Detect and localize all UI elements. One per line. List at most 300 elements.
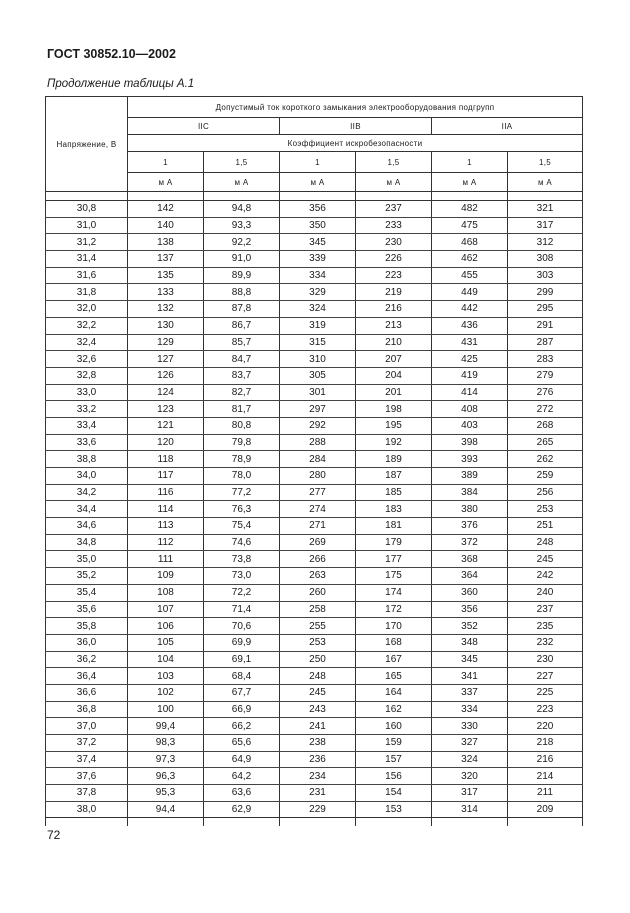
current-cell: 234 bbox=[280, 768, 356, 785]
current-cell: 225 bbox=[508, 684, 583, 701]
current-cell: 210 bbox=[356, 334, 432, 351]
voltage-cell: 33,2 bbox=[46, 401, 128, 418]
current-cell: 126 bbox=[128, 367, 204, 384]
voltage-cell: 38,0 bbox=[46, 801, 128, 818]
table-row bbox=[46, 584, 583, 601]
current-cell: 345 bbox=[280, 234, 356, 251]
current-cell: 124 bbox=[128, 384, 204, 401]
current-cell: 179 bbox=[356, 534, 432, 551]
current-cell: 408 bbox=[432, 401, 508, 418]
current-cell: 91,0 bbox=[204, 251, 280, 268]
current-cell: 303 bbox=[508, 267, 583, 284]
unit-label: м А bbox=[356, 173, 432, 192]
current-cell: 236 bbox=[280, 751, 356, 768]
current-cell: 356 bbox=[280, 201, 356, 218]
current-cell: 256 bbox=[508, 484, 583, 501]
document-title: ГОСТ 30852.10—2002 bbox=[47, 47, 176, 61]
current-cell: 85,7 bbox=[204, 334, 280, 351]
current-cell: 165 bbox=[356, 668, 432, 685]
voltage-cell: 32,0 bbox=[46, 301, 128, 318]
voltage-cell: 35,4 bbox=[46, 584, 128, 601]
group-header-iia: IIA bbox=[432, 118, 583, 135]
page-number: 72 bbox=[47, 828, 61, 842]
table-row bbox=[46, 201, 583, 218]
current-cell: 232 bbox=[508, 634, 583, 651]
current-cell: 168 bbox=[356, 634, 432, 651]
table-row bbox=[46, 334, 583, 351]
current-cell: 368 bbox=[432, 551, 508, 568]
current-cell: 99,4 bbox=[128, 718, 204, 735]
current-cell: 475 bbox=[432, 217, 508, 234]
current-cell: 308 bbox=[508, 251, 583, 268]
voltage-cell: 31,0 bbox=[46, 217, 128, 234]
table-row bbox=[46, 417, 583, 434]
current-cell: 345 bbox=[432, 651, 508, 668]
current-cell: 87,8 bbox=[204, 301, 280, 318]
current-cell: 468 bbox=[432, 234, 508, 251]
voltage-cell: 32,2 bbox=[46, 317, 128, 334]
voltage-cell: 34,8 bbox=[46, 534, 128, 551]
current-cell: 140 bbox=[128, 217, 204, 234]
unit-label: м А bbox=[280, 173, 356, 192]
current-cell: 242 bbox=[508, 568, 583, 585]
current-cell: 279 bbox=[508, 367, 583, 384]
voltage-cell: 35,2 bbox=[46, 568, 128, 585]
table-row bbox=[46, 484, 583, 501]
current-cell: 455 bbox=[432, 267, 508, 284]
current-header: Допустимый ток короткого замыкания электрооборудования подгрупп bbox=[128, 97, 583, 118]
current-cell: 109 bbox=[128, 568, 204, 585]
current-cell: 268 bbox=[508, 417, 583, 434]
current-cell: 195 bbox=[356, 417, 432, 434]
current-cell: 272 bbox=[508, 401, 583, 418]
current-cell: 117 bbox=[128, 468, 204, 485]
current-cell: 104 bbox=[128, 651, 204, 668]
current-cell: 380 bbox=[432, 501, 508, 518]
current-cell: 237 bbox=[508, 601, 583, 618]
current-cell: 251 bbox=[508, 518, 583, 535]
voltage-cell: 34,0 bbox=[46, 468, 128, 485]
current-cell: 66,2 bbox=[204, 718, 280, 735]
unit-label: м А bbox=[204, 173, 280, 192]
coef-value: 1 bbox=[432, 152, 508, 173]
current-cell: 337 bbox=[432, 684, 508, 701]
table-row bbox=[46, 568, 583, 585]
current-cell: 241 bbox=[280, 718, 356, 735]
current-cell: 482 bbox=[432, 201, 508, 218]
current-cell: 248 bbox=[508, 534, 583, 551]
current-cell: 310 bbox=[280, 351, 356, 368]
current-cell: 135 bbox=[128, 267, 204, 284]
current-cell: 107 bbox=[128, 601, 204, 618]
current-cell: 436 bbox=[432, 317, 508, 334]
current-cell: 118 bbox=[128, 451, 204, 468]
current-cell: 277 bbox=[280, 484, 356, 501]
current-cell: 243 bbox=[280, 701, 356, 718]
table-row bbox=[46, 267, 583, 284]
current-cell: 216 bbox=[508, 751, 583, 768]
table-caption: Продолжение таблицы А.1 bbox=[47, 78, 195, 90]
current-cell: 292 bbox=[280, 417, 356, 434]
current-cell: 339 bbox=[280, 251, 356, 268]
table-row bbox=[46, 284, 583, 301]
current-cell: 111 bbox=[128, 551, 204, 568]
current-cell: 291 bbox=[508, 317, 583, 334]
voltage-cell: 34,6 bbox=[46, 518, 128, 535]
unit-label: м А bbox=[128, 173, 204, 192]
table-row bbox=[46, 751, 583, 768]
current-cell: 172 bbox=[356, 601, 432, 618]
current-cell: 287 bbox=[508, 334, 583, 351]
current-cell: 102 bbox=[128, 684, 204, 701]
current-cell: 198 bbox=[356, 401, 432, 418]
table-row bbox=[46, 601, 583, 618]
current-cell: 207 bbox=[356, 351, 432, 368]
voltage-cell: 31,2 bbox=[46, 234, 128, 251]
current-cell: 329 bbox=[280, 284, 356, 301]
current-cell: 238 bbox=[280, 735, 356, 752]
current-cell: 255 bbox=[280, 618, 356, 635]
voltage-cell: 37,6 bbox=[46, 768, 128, 785]
voltage-cell: 37,8 bbox=[46, 785, 128, 802]
current-cell: 75,4 bbox=[204, 518, 280, 535]
current-cell: 95,3 bbox=[128, 785, 204, 802]
table-row bbox=[46, 618, 583, 635]
current-cell: 321 bbox=[508, 201, 583, 218]
current-cell: 100 bbox=[128, 701, 204, 718]
current-cell: 127 bbox=[128, 351, 204, 368]
current-cell: 187 bbox=[356, 468, 432, 485]
current-cell: 350 bbox=[280, 217, 356, 234]
current-cell: 65,6 bbox=[204, 735, 280, 752]
current-cell: 245 bbox=[280, 684, 356, 701]
table-row bbox=[46, 785, 583, 802]
current-cell: 229 bbox=[280, 801, 356, 818]
current-cell: 230 bbox=[356, 234, 432, 251]
current-cell: 175 bbox=[356, 568, 432, 585]
table-row bbox=[46, 718, 583, 735]
voltage-cell: 34,2 bbox=[46, 484, 128, 501]
current-cell: 425 bbox=[432, 351, 508, 368]
current-cell: 164 bbox=[356, 684, 432, 701]
current-cell: 83,7 bbox=[204, 367, 280, 384]
current-cell: 96,3 bbox=[128, 768, 204, 785]
voltage-cell: 31,8 bbox=[46, 284, 128, 301]
current-cell: 138 bbox=[128, 234, 204, 251]
group-header-iib: IIB bbox=[280, 118, 432, 135]
voltage-cell: 30,8 bbox=[46, 201, 128, 218]
current-cell: 89,9 bbox=[204, 267, 280, 284]
current-cell: 288 bbox=[280, 434, 356, 451]
current-cell: 431 bbox=[432, 334, 508, 351]
current-cell: 231 bbox=[280, 785, 356, 802]
current-cell: 237 bbox=[356, 201, 432, 218]
current-cell: 265 bbox=[508, 434, 583, 451]
current-cell: 295 bbox=[508, 301, 583, 318]
table-row bbox=[46, 401, 583, 418]
current-cell: 240 bbox=[508, 584, 583, 601]
current-cell: 314 bbox=[432, 801, 508, 818]
voltage-cell: 34,4 bbox=[46, 501, 128, 518]
table-spacer bbox=[46, 192, 583, 201]
current-cell: 213 bbox=[356, 317, 432, 334]
current-cell: 189 bbox=[356, 451, 432, 468]
coef-value: 1 bbox=[280, 152, 356, 173]
voltage-cell: 31,4 bbox=[46, 251, 128, 268]
current-cell: 317 bbox=[508, 217, 583, 234]
current-cell: 211 bbox=[508, 785, 583, 802]
current-cell: 219 bbox=[356, 284, 432, 301]
current-cell: 274 bbox=[280, 501, 356, 518]
current-cell: 84,7 bbox=[204, 351, 280, 368]
current-cell: 226 bbox=[356, 251, 432, 268]
current-cell: 94,8 bbox=[204, 201, 280, 218]
table-row bbox=[46, 651, 583, 668]
current-cell: 389 bbox=[432, 468, 508, 485]
current-cell: 153 bbox=[356, 801, 432, 818]
coef-value: 1,5 bbox=[204, 152, 280, 173]
voltage-cell: 33,6 bbox=[46, 434, 128, 451]
current-cell: 364 bbox=[432, 568, 508, 585]
table-row bbox=[46, 801, 583, 818]
current-cell: 77,2 bbox=[204, 484, 280, 501]
current-cell: 92,2 bbox=[204, 234, 280, 251]
current-cell: 123 bbox=[128, 401, 204, 418]
current-cell: 216 bbox=[356, 301, 432, 318]
current-cell: 356 bbox=[432, 601, 508, 618]
current-cell: 116 bbox=[128, 484, 204, 501]
current-cell: 223 bbox=[508, 701, 583, 718]
voltage-cell: 32,6 bbox=[46, 351, 128, 368]
voltage-cell: 33,4 bbox=[46, 417, 128, 434]
current-cell: 262 bbox=[508, 451, 583, 468]
current-cell: 69,1 bbox=[204, 651, 280, 668]
table-row bbox=[46, 634, 583, 651]
current-cell: 192 bbox=[356, 434, 432, 451]
current-cell: 113 bbox=[128, 518, 204, 535]
table-row bbox=[46, 367, 583, 384]
current-cell: 157 bbox=[356, 751, 432, 768]
current-cell: 220 bbox=[508, 718, 583, 735]
current-cell: 276 bbox=[508, 384, 583, 401]
current-cell: 419 bbox=[432, 367, 508, 384]
current-cell: 352 bbox=[432, 618, 508, 635]
current-cell: 266 bbox=[280, 551, 356, 568]
table-row bbox=[46, 234, 583, 251]
current-cell: 105 bbox=[128, 634, 204, 651]
current-cell: 112 bbox=[128, 534, 204, 551]
current-cell: 376 bbox=[432, 518, 508, 535]
current-cell: 233 bbox=[356, 217, 432, 234]
current-cell: 403 bbox=[432, 417, 508, 434]
table-tail bbox=[46, 818, 583, 827]
current-cell: 305 bbox=[280, 367, 356, 384]
current-cell: 360 bbox=[432, 584, 508, 601]
voltage-cell: 36,4 bbox=[46, 668, 128, 685]
current-cell: 103 bbox=[128, 668, 204, 685]
current-cell: 384 bbox=[432, 484, 508, 501]
current-table bbox=[45, 96, 583, 826]
current-cell: 269 bbox=[280, 534, 356, 551]
current-cell: 114 bbox=[128, 501, 204, 518]
current-cell: 260 bbox=[280, 584, 356, 601]
table-row bbox=[46, 518, 583, 535]
current-cell: 177 bbox=[356, 551, 432, 568]
current-cell: 334 bbox=[280, 267, 356, 284]
current-cell: 320 bbox=[432, 768, 508, 785]
voltage-cell: 32,4 bbox=[46, 334, 128, 351]
current-cell: 88,8 bbox=[204, 284, 280, 301]
current-cell: 462 bbox=[432, 251, 508, 268]
current-cell: 69,9 bbox=[204, 634, 280, 651]
voltage-cell: 38,8 bbox=[46, 451, 128, 468]
current-cell: 319 bbox=[280, 317, 356, 334]
table-row bbox=[46, 551, 583, 568]
current-cell: 442 bbox=[432, 301, 508, 318]
table-row bbox=[46, 768, 583, 785]
current-cell: 66,9 bbox=[204, 701, 280, 718]
voltage-cell: 33,0 bbox=[46, 384, 128, 401]
voltage-cell: 35,0 bbox=[46, 551, 128, 568]
current-cell: 63,6 bbox=[204, 785, 280, 802]
current-cell: 162 bbox=[356, 701, 432, 718]
table-row bbox=[46, 301, 583, 318]
current-cell: 129 bbox=[128, 334, 204, 351]
current-cell: 62,9 bbox=[204, 801, 280, 818]
current-cell: 170 bbox=[356, 618, 432, 635]
voltage-cell: 36,6 bbox=[46, 684, 128, 701]
current-cell: 120 bbox=[128, 434, 204, 451]
current-cell: 253 bbox=[508, 501, 583, 518]
voltage-cell: 35,8 bbox=[46, 618, 128, 635]
current-cell: 80,8 bbox=[204, 417, 280, 434]
current-cell: 218 bbox=[508, 735, 583, 752]
unit-label: м А bbox=[432, 173, 508, 192]
coef-value: 1,5 bbox=[356, 152, 432, 173]
table-row bbox=[46, 468, 583, 485]
current-cell: 183 bbox=[356, 501, 432, 518]
current-cell: 78,9 bbox=[204, 451, 280, 468]
voltage-cell: 36,8 bbox=[46, 701, 128, 718]
table-row bbox=[46, 451, 583, 468]
current-cell: 299 bbox=[508, 284, 583, 301]
voltage-cell: 31,6 bbox=[46, 267, 128, 284]
current-cell: 280 bbox=[280, 468, 356, 485]
current-cell: 132 bbox=[128, 301, 204, 318]
current-cell: 121 bbox=[128, 417, 204, 434]
group-header-iic: IIC bbox=[128, 118, 280, 135]
current-cell: 334 bbox=[432, 701, 508, 718]
current-cell: 167 bbox=[356, 651, 432, 668]
current-cell: 209 bbox=[508, 801, 583, 818]
current-cell: 398 bbox=[432, 434, 508, 451]
coef-value: 1 bbox=[128, 152, 204, 173]
table-row bbox=[46, 501, 583, 518]
current-cell: 70,6 bbox=[204, 618, 280, 635]
table-body bbox=[46, 192, 583, 827]
current-cell: 154 bbox=[356, 785, 432, 802]
table-row bbox=[46, 384, 583, 401]
current-cell: 263 bbox=[280, 568, 356, 585]
unit-label: м А bbox=[508, 173, 583, 192]
current-cell: 67,7 bbox=[204, 684, 280, 701]
current-cell: 227 bbox=[508, 668, 583, 685]
current-cell: 201 bbox=[356, 384, 432, 401]
table-row bbox=[46, 684, 583, 701]
voltage-cell: 37,2 bbox=[46, 735, 128, 752]
current-cell: 181 bbox=[356, 518, 432, 535]
current-cell: 284 bbox=[280, 451, 356, 468]
current-cell: 159 bbox=[356, 735, 432, 752]
current-cell: 324 bbox=[280, 301, 356, 318]
current-cell: 230 bbox=[508, 651, 583, 668]
coef-value: 1,5 bbox=[508, 152, 583, 173]
current-cell: 86,7 bbox=[204, 317, 280, 334]
current-cell: 106 bbox=[128, 618, 204, 635]
table-row bbox=[46, 317, 583, 334]
current-cell: 214 bbox=[508, 768, 583, 785]
current-cell: 156 bbox=[356, 768, 432, 785]
current-cell: 250 bbox=[280, 651, 356, 668]
current-cell: 414 bbox=[432, 384, 508, 401]
current-cell: 223 bbox=[356, 267, 432, 284]
current-cell: 81,7 bbox=[204, 401, 280, 418]
current-cell: 130 bbox=[128, 317, 204, 334]
current-cell: 64,2 bbox=[204, 768, 280, 785]
table-row bbox=[46, 701, 583, 718]
voltage-cell: 36,0 bbox=[46, 634, 128, 651]
current-cell: 312 bbox=[508, 234, 583, 251]
current-cell: 68,4 bbox=[204, 668, 280, 685]
current-cell: 235 bbox=[508, 618, 583, 635]
current-cell: 348 bbox=[432, 634, 508, 651]
current-cell: 82,7 bbox=[204, 384, 280, 401]
current-cell: 315 bbox=[280, 334, 356, 351]
current-cell: 73,0 bbox=[204, 568, 280, 585]
current-cell: 72,2 bbox=[204, 584, 280, 601]
table-row bbox=[46, 351, 583, 368]
current-cell: 64,9 bbox=[204, 751, 280, 768]
table-row bbox=[46, 534, 583, 551]
current-cell: 185 bbox=[356, 484, 432, 501]
current-cell: 245 bbox=[508, 551, 583, 568]
voltage-cell: 36,2 bbox=[46, 651, 128, 668]
voltage-header: Напряжение, В bbox=[46, 97, 128, 192]
current-cell: 301 bbox=[280, 384, 356, 401]
current-cell: 93,3 bbox=[204, 217, 280, 234]
current-cell: 79,8 bbox=[204, 434, 280, 451]
table-row bbox=[46, 251, 583, 268]
current-cell: 76,3 bbox=[204, 501, 280, 518]
voltage-cell: 35,6 bbox=[46, 601, 128, 618]
current-cell: 73,8 bbox=[204, 551, 280, 568]
current-cell: 98,3 bbox=[128, 735, 204, 752]
current-cell: 449 bbox=[432, 284, 508, 301]
current-cell: 160 bbox=[356, 718, 432, 735]
current-cell: 324 bbox=[432, 751, 508, 768]
current-cell: 71,4 bbox=[204, 601, 280, 618]
current-cell: 253 bbox=[280, 634, 356, 651]
coef-header: Коэффициент искробезопасности bbox=[128, 135, 583, 152]
current-cell: 137 bbox=[128, 251, 204, 268]
table-row bbox=[46, 434, 583, 451]
current-cell: 108 bbox=[128, 584, 204, 601]
table-row bbox=[46, 668, 583, 685]
table-row bbox=[46, 735, 583, 752]
current-cell: 204 bbox=[356, 367, 432, 384]
table-row bbox=[46, 217, 583, 234]
current-cell: 78,0 bbox=[204, 468, 280, 485]
